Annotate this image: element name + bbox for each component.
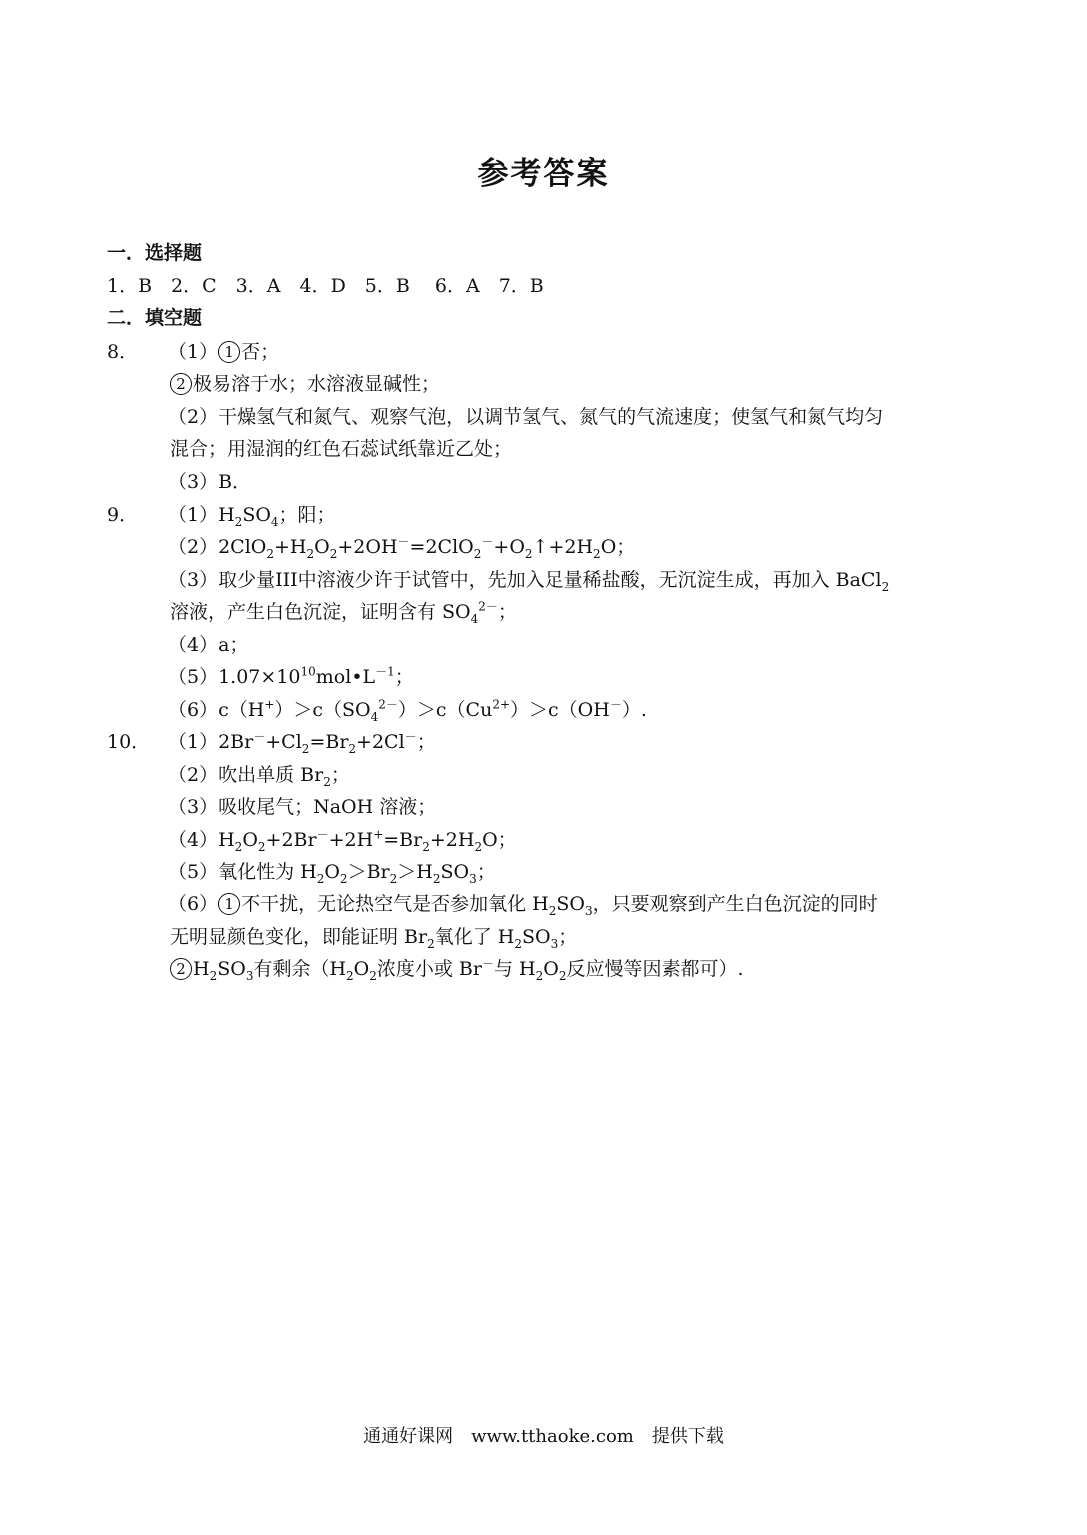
superscript: +	[264, 697, 275, 712]
text: =2ClO	[409, 536, 474, 558]
footer-source: 通通好课网 www.tthaoke.com 提供下载	[363, 1426, 724, 1447]
q10-line-6	[168, 892, 878, 916]
text: ）＞c（OH	[510, 699, 610, 721]
text: （1）H	[168, 504, 235, 526]
text: （5）1.07×10	[168, 666, 301, 688]
superscript: －	[481, 956, 494, 971]
superscript: －	[481, 534, 494, 549]
text: ）＞c（Cu	[397, 699, 493, 721]
subscript: 2	[369, 968, 377, 983]
text: O	[242, 829, 258, 851]
q8-line-2	[170, 372, 440, 396]
text: 溶液，产生白色沉淀，证明含有 SO	[170, 601, 471, 623]
subscript: 2	[266, 546, 275, 561]
text: H	[193, 958, 210, 980]
text: （2）吹出单质 Br	[168, 764, 324, 786]
subscript: 4	[470, 611, 479, 626]
choice-answers: 1．B 2．C 3．A 4．D 5．B 6．A 7．B	[107, 275, 544, 297]
text: ）.	[621, 699, 647, 721]
superscript: －	[253, 729, 266, 744]
text: mol•L	[315, 666, 376, 688]
text: O	[543, 958, 559, 980]
q10-number: 10．	[107, 731, 151, 753]
text: +2Cl	[356, 731, 405, 753]
text: SO	[440, 861, 470, 883]
subscript: 2	[535, 968, 544, 983]
text: O	[314, 536, 330, 558]
text: ）＞c（SO	[274, 699, 371, 721]
text: （2）2ClO	[168, 536, 267, 558]
circled-number-icon: 1	[218, 893, 240, 915]
q10-line-3: （3）吸收尾气；NaOH 溶液；	[168, 796, 437, 818]
superscript: －	[316, 827, 329, 842]
q9-line-2	[168, 535, 635, 559]
superscript: +	[373, 827, 384, 842]
text: O；	[600, 536, 636, 558]
text: （6）	[168, 893, 219, 915]
subscript: 2	[209, 968, 218, 983]
subscript: 2	[432, 871, 441, 886]
q8-line-4: 混合；用湿润的红色石蕊试纸靠近乙处；	[170, 438, 513, 460]
text: +2H	[429, 829, 475, 851]
text: SO	[556, 893, 585, 915]
text: ；阳；	[278, 504, 336, 526]
q9-number: 9．	[107, 504, 139, 526]
text: （3）取少量III中溶液少许于试管中，先加入足量稀盐酸，无沉淀生成，再加入 BaCl	[168, 569, 882, 591]
subscript: 2	[514, 936, 522, 951]
q9-line-7	[168, 698, 647, 722]
text: 反应慢等因素都可）.	[566, 958, 744, 980]
text: （5）氧化性为 H	[168, 861, 317, 883]
subscript: 2	[301, 741, 310, 756]
subscript: 2	[257, 839, 266, 854]
choice-heading: 一．选择题	[107, 242, 203, 264]
q8-answer-text: 否；	[241, 341, 280, 363]
q8-part-label: （1）	[168, 341, 219, 363]
q9-line-1	[168, 503, 336, 527]
text: ；	[476, 861, 496, 883]
text: ；	[330, 764, 350, 786]
q10-line-7	[170, 925, 577, 949]
q8-line-1	[168, 340, 279, 364]
text: ；	[558, 926, 578, 948]
subscript: 2	[339, 871, 348, 886]
subscript: 2	[422, 839, 430, 854]
text: ＞H	[397, 861, 433, 883]
subscript: 2	[346, 968, 354, 983]
subscript: 2	[329, 546, 338, 561]
text: =Br	[309, 731, 349, 753]
text: （1）2Br	[168, 731, 254, 753]
subscript: 2	[234, 839, 243, 854]
text: O；	[482, 829, 517, 851]
superscript: －	[397, 534, 410, 549]
fill-heading: 二．填空题	[107, 307, 203, 329]
subscript: 2	[389, 871, 398, 886]
text: ↑+2H	[532, 536, 594, 558]
text: ；	[416, 731, 436, 753]
text: =Br	[383, 829, 423, 851]
q9-line-4	[170, 600, 517, 624]
q10-line-5	[168, 860, 496, 884]
text: 氧化了 H	[434, 926, 515, 948]
text: ，只要观察到产生白色沉淀的同时	[592, 893, 878, 915]
text: +2H	[328, 829, 374, 851]
superscript: －1	[375, 664, 395, 679]
superscript: －	[609, 697, 622, 712]
subscript: 2	[558, 968, 567, 983]
q9-line-6	[168, 665, 414, 689]
text: （6）c（H	[168, 699, 265, 721]
text: O	[353, 958, 370, 980]
text: 不干扰，无论热空气是否参加氧化 H	[241, 893, 549, 915]
subscript: 2	[306, 546, 315, 561]
text: ；	[497, 601, 517, 623]
text: SO	[521, 926, 551, 948]
text: 与 H	[494, 958, 536, 980]
subscript: 2	[323, 774, 331, 789]
superscript: 2－	[378, 697, 398, 712]
subscript: 2	[524, 546, 533, 561]
q10-line-4	[168, 828, 517, 852]
subscript: 2	[234, 514, 243, 529]
q9-line-3	[168, 568, 889, 592]
subscript: 2	[427, 936, 435, 951]
superscript: －	[404, 729, 417, 744]
q10-line-1	[168, 730, 436, 754]
subscript: 2	[548, 903, 557, 918]
text: +O	[493, 536, 525, 558]
subscript: 3	[584, 903, 593, 918]
q8-line-3: （2）干燥氢气和氮气、观察气泡，以调节氢气、氮气的气流速度；使氢气和氮气均匀	[168, 406, 884, 428]
text: 浓度小或 Br	[376, 958, 482, 980]
page-title: 参考答案	[477, 156, 610, 192]
circled-number-icon: 2	[170, 958, 192, 980]
text: 有剩余（H	[253, 958, 347, 980]
text: （4）H	[168, 829, 235, 851]
subscript: 3	[245, 968, 254, 983]
superscript: 10	[300, 664, 316, 679]
superscript: 2－	[478, 599, 498, 614]
q10-line-2	[168, 763, 350, 787]
text: +2OH	[337, 536, 398, 558]
subscript: 4	[270, 514, 279, 529]
text: +2Br	[265, 829, 317, 851]
q8-number: 8．	[107, 341, 139, 363]
subscript: 3	[469, 871, 477, 886]
subscript: 4	[370, 709, 379, 724]
superscript: 2+	[492, 697, 511, 712]
subscript: 2	[593, 546, 601, 561]
text: 无明显颜色变化，即能证明 Br	[170, 926, 428, 948]
subscript: 2	[473, 546, 482, 561]
text: SO	[242, 504, 271, 526]
q9-line-5: （4）a；	[168, 634, 249, 656]
text: ＞Br	[347, 861, 390, 883]
subscript: 2	[881, 579, 890, 594]
subscript: 2	[348, 741, 357, 756]
text: ；	[394, 666, 414, 688]
subscript: 2	[316, 871, 325, 886]
subscript: 2	[474, 839, 483, 854]
circled-number-icon: 2	[170, 373, 192, 395]
q8-answer-text: 极易溶于水；水溶液显碱性；	[193, 373, 441, 395]
circled-number-icon: 1	[218, 341, 240, 363]
text: +Cl	[265, 731, 302, 753]
text: SO	[217, 958, 246, 980]
text: O	[324, 861, 340, 883]
q8-line-5: （3）B．	[168, 471, 252, 493]
q10-line-8	[170, 957, 744, 981]
subscript: 3	[550, 936, 559, 951]
text: +H	[274, 536, 307, 558]
